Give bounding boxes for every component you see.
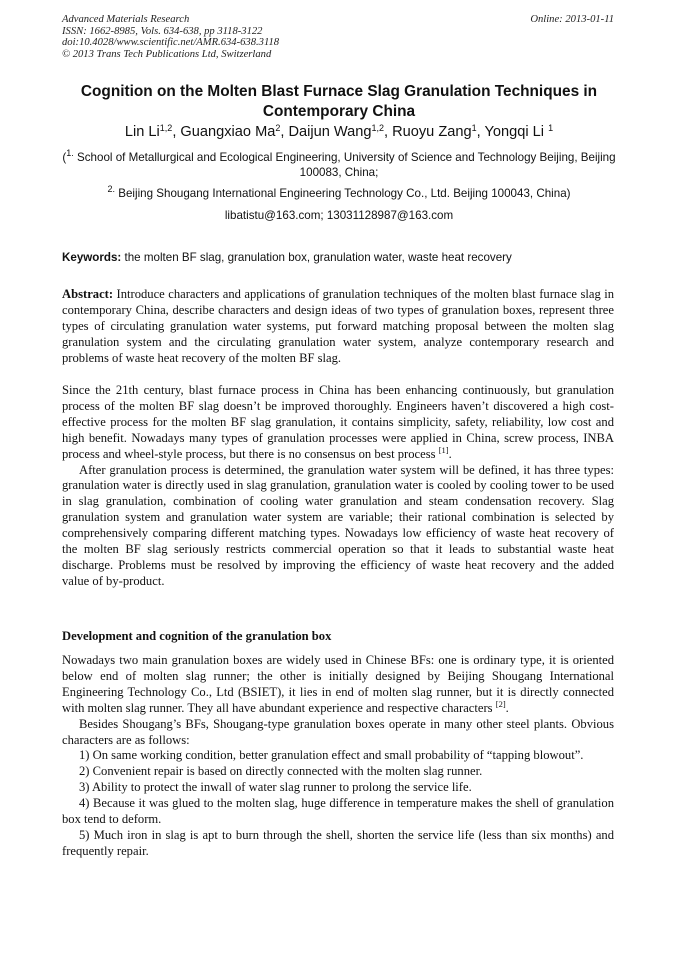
affiliation-2 — [40, 186, 638, 201]
paragraph-text: Since the 21th century, blast furnace process in China has been enhancing continuously, but granulation process of the molten BF slag doesn’t be improved thoroughly. Engineers haven’t discovered a high cost-effective process for the molten BF slag granulation, it contains simplicity, safety, reliability, low cost and high benefit. Nowadays many types of granulation processes were applied in China, screw process, INBA process and wheel-style process, but there is no consensus on best process — [62, 383, 614, 461]
author-name: Lin Li — [124, 124, 160, 140]
author-affiliation-mark: 2 — [275, 123, 281, 133]
paragraph-end: . — [448, 446, 452, 461]
affiliation-text: Beijing Shougang International Engineering Technology Co., Ltd. Beijing 100043, China) — [115, 187, 571, 200]
journal-issn: ISSN: 1662-8985, Vols. 634-638, pp 3118-3122 — [62, 25, 263, 37]
author-name: Daijun Wang — [288, 124, 372, 140]
journal-header — [62, 14, 279, 60]
author-affiliation-mark: 1,2 — [371, 123, 384, 133]
journal-copyright: © 2013 Trans Tech Publications Ltd, Switzerland — [62, 48, 272, 60]
keywords-text: the molten BF slag, granulation box, granulation water, waste heat recovery — [121, 251, 512, 264]
list-item: 1) On same working condition, better granulation effect and small probability of “tapping blowout”. — [79, 748, 584, 763]
affiliation-text: School of Metallurgical and Ecological Engineering, University of Science and Technology Beijing, Beijing 100083, China; — [73, 151, 616, 180]
section-body — [62, 653, 614, 860]
author-affiliation-mark: 1 — [548, 123, 554, 133]
author-name: Yongqi Li — [484, 124, 545, 140]
abstract-text: Introduce characters and applications of granulation techniques of the molten blast furnace slag in contemporary China, describe characters and design ideas of two types of granulation boxes, represent three types of circulating granulation water systems, put forward matching proposal between the molten slag granulation system and the circulating granulation water system, analyze contemporary research and problems of waste heat recovery of the molten BF slag. — [62, 287, 614, 365]
keywords-label: Keywords: — [62, 251, 122, 264]
section-heading: Development and cognition of the granulation box — [62, 629, 332, 643]
affiliation-open-paren: ( — [62, 151, 67, 164]
section-paragraph-1 — [62, 653, 614, 717]
author-name: Guangxiao Ma — [180, 124, 276, 140]
introduction — [62, 383, 614, 590]
author-affiliation-mark: 1 — [471, 123, 477, 133]
citation: [2] — [495, 698, 506, 709]
paper-title: Cognition on the Molten Blast Furnace Slag Granulation Techniques in Contemporary China — [80, 83, 598, 120]
section-paragraph-2: Besides Shougang’s BFs, Shougang-type granulation boxes operate in many other steel plants. Obvious characters are as follows: — [62, 716, 614, 747]
affiliation-mark: 1. — [66, 148, 74, 158]
intro-paragraph-1 — [62, 383, 614, 463]
citation: [1] — [438, 444, 449, 455]
list-item: 2) Convenient repair is based on directly connected with the molten slag runner. — [79, 764, 483, 779]
list-item: 4) Because it was glued to the molten slag, huge difference in temperature makes the shell of granulation box tend to deform. — [62, 796, 614, 827]
paragraph-text: Nowadays two main granulation boxes are widely used in Chinese BFs: one is ordinary type, it is oriented below end of molten slag runner; the other is initially designed by Beijing Shougang International Engineering Technology Co., Ltd (BSIET), it lies in end of molten slag runner, but it is directly connected with molten slag runner. They all have abundant experience and respective characters — [62, 653, 614, 715]
journal-doi: doi:10.4028/www.scientific.net/AMR.634-638.3118 — [62, 37, 280, 49]
affiliation-mark: 2. — [107, 184, 116, 194]
paragraph-end: . — [505, 700, 509, 715]
list-item: 3) Ability to protect the inwall of water slag runner to prolong the service life. — [79, 780, 472, 795]
journal-name: Advanced Materials Research — [62, 14, 190, 25]
affiliation-1 — [40, 150, 638, 180]
list-item: 5) Much iron in slag is apt to burn through the shell, shorten the service life (less than six months) and frequently repair. — [62, 827, 614, 858]
keywords — [62, 250, 622, 265]
author-list: Lin Li$^{1,2}$, Guangxiao Ma$^2$, Daijun Wang$^{1,2}$, Ruoyu Zang$^1$, Yongqi Li $^1$ — [124, 123, 554, 140]
online-date: Online: 2013-01-11 — [530, 14, 614, 25]
author-emails: libatistu@163.com; 13031128987@163.com — [224, 209, 454, 222]
intro-paragraph-2: After granulation process is determined, the granulation water system will be defined, it has three types: granulation water is directly used in slag granulation, granulation water is cooled by cooling tower to be used in slag granulation, combination of cooling water granulation and steam condensation recovery. Slag granulation system and granulation water system are variable; their rational combination is selected by comprehensively comparing different matching types. Nowadays low efficiency of waste heat recovery of the molten BF slag seriously restricts commercial operation so that it leads to substantial waste heat discharge. Problems must be resolved by improving the efficiency of waste heat recovery and the added value of by-product. — [62, 462, 614, 588]
abstract-label: Abstract: — [62, 287, 114, 301]
abstract — [62, 287, 614, 367]
author-name: Ruoyu Zang — [392, 124, 472, 140]
author-affiliation-mark: 1,2 — [159, 123, 173, 133]
